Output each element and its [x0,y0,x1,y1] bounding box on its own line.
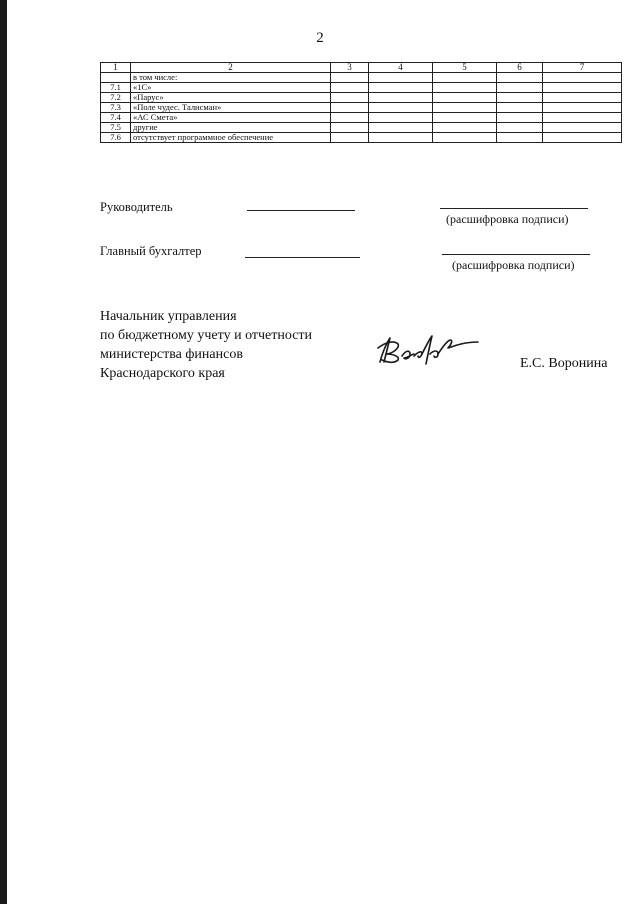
accountant-decode-line [442,254,590,255]
column-header: 5 [433,63,497,73]
table-row [101,93,622,103]
empty-cell [497,133,543,143]
empty-cell [497,103,543,113]
official-title-line: по бюджетному учету и отчетности [100,328,313,343]
empty-cell [369,113,433,123]
empty-cell [433,103,497,113]
director-decode-hint: (расшифровка подписи) [446,212,569,226]
official-title-line: Начальник управления [100,309,237,324]
table-row [101,73,622,83]
accountant-label: Главный бухгалтер [100,244,202,258]
row-number: 7.3 [101,103,131,113]
row-number: 7.2 [101,93,131,103]
table-row [101,123,622,133]
row-number: 7.1 [101,83,131,93]
empty-cell [433,83,497,93]
empty-cell [369,93,433,103]
column-header: 2 [131,63,331,73]
empty-cell [331,113,369,123]
row-number [101,73,131,83]
empty-cell [497,93,543,103]
column-header: 7 [543,63,622,73]
empty-cell [331,133,369,143]
column-header: 4 [369,63,433,73]
table-header-row [101,63,622,73]
software-table [100,62,622,143]
row-number: 7.4 [101,113,131,123]
row-name: другие [131,123,331,133]
empty-cell [497,73,543,83]
director-decode-line [440,208,588,209]
column-header: 6 [497,63,543,73]
scan-edge [0,0,7,904]
empty-cell [543,133,622,143]
empty-cell [331,103,369,113]
empty-cell [369,73,433,83]
empty-cell [543,73,622,83]
row-number: 7.5 [101,123,131,133]
empty-cell [497,83,543,93]
official-title-line: Краснодарского края [100,366,225,381]
empty-cell [331,123,369,133]
empty-cell [433,93,497,103]
empty-cell [369,103,433,113]
empty-cell [543,93,622,103]
row-name: «Парус» [131,93,331,103]
official-name: Е.С. Воронина [520,356,608,371]
empty-cell [543,83,622,93]
empty-cell [433,73,497,83]
column-header: 1 [101,63,131,73]
row-name: «Поле чудес. Талисман» [131,103,331,113]
table-row [101,113,622,123]
director-signature-line [247,210,355,211]
official-title [100,307,312,383]
page-number: 2 [316,30,324,46]
empty-cell [331,93,369,103]
director-label: Руководитель [100,200,173,214]
official-title-line: министерства финансов [100,347,243,362]
row-name: в том числе: [131,73,331,83]
empty-cell [369,83,433,93]
empty-cell [369,123,433,133]
table-row [101,83,622,93]
empty-cell [433,123,497,133]
empty-cell [497,123,543,133]
accountant-decode-hint: (расшифровка подписи) [452,258,575,272]
accountant-signature-line [245,257,360,258]
empty-cell [433,113,497,123]
handwritten-signature [374,332,484,368]
empty-cell [543,123,622,133]
empty-cell [331,83,369,93]
row-number: 7.6 [101,133,131,143]
table-row [101,103,622,113]
empty-cell [497,113,543,123]
empty-cell [543,113,622,123]
table-row [101,133,622,143]
empty-cell [433,133,497,143]
column-header: 3 [331,63,369,73]
empty-cell [369,133,433,143]
empty-cell [331,73,369,83]
empty-cell [543,103,622,113]
row-name: «АС Смета» [131,113,331,123]
row-name: отсутствует программное обеспечение [131,133,331,143]
row-name: «1С» [131,83,331,93]
